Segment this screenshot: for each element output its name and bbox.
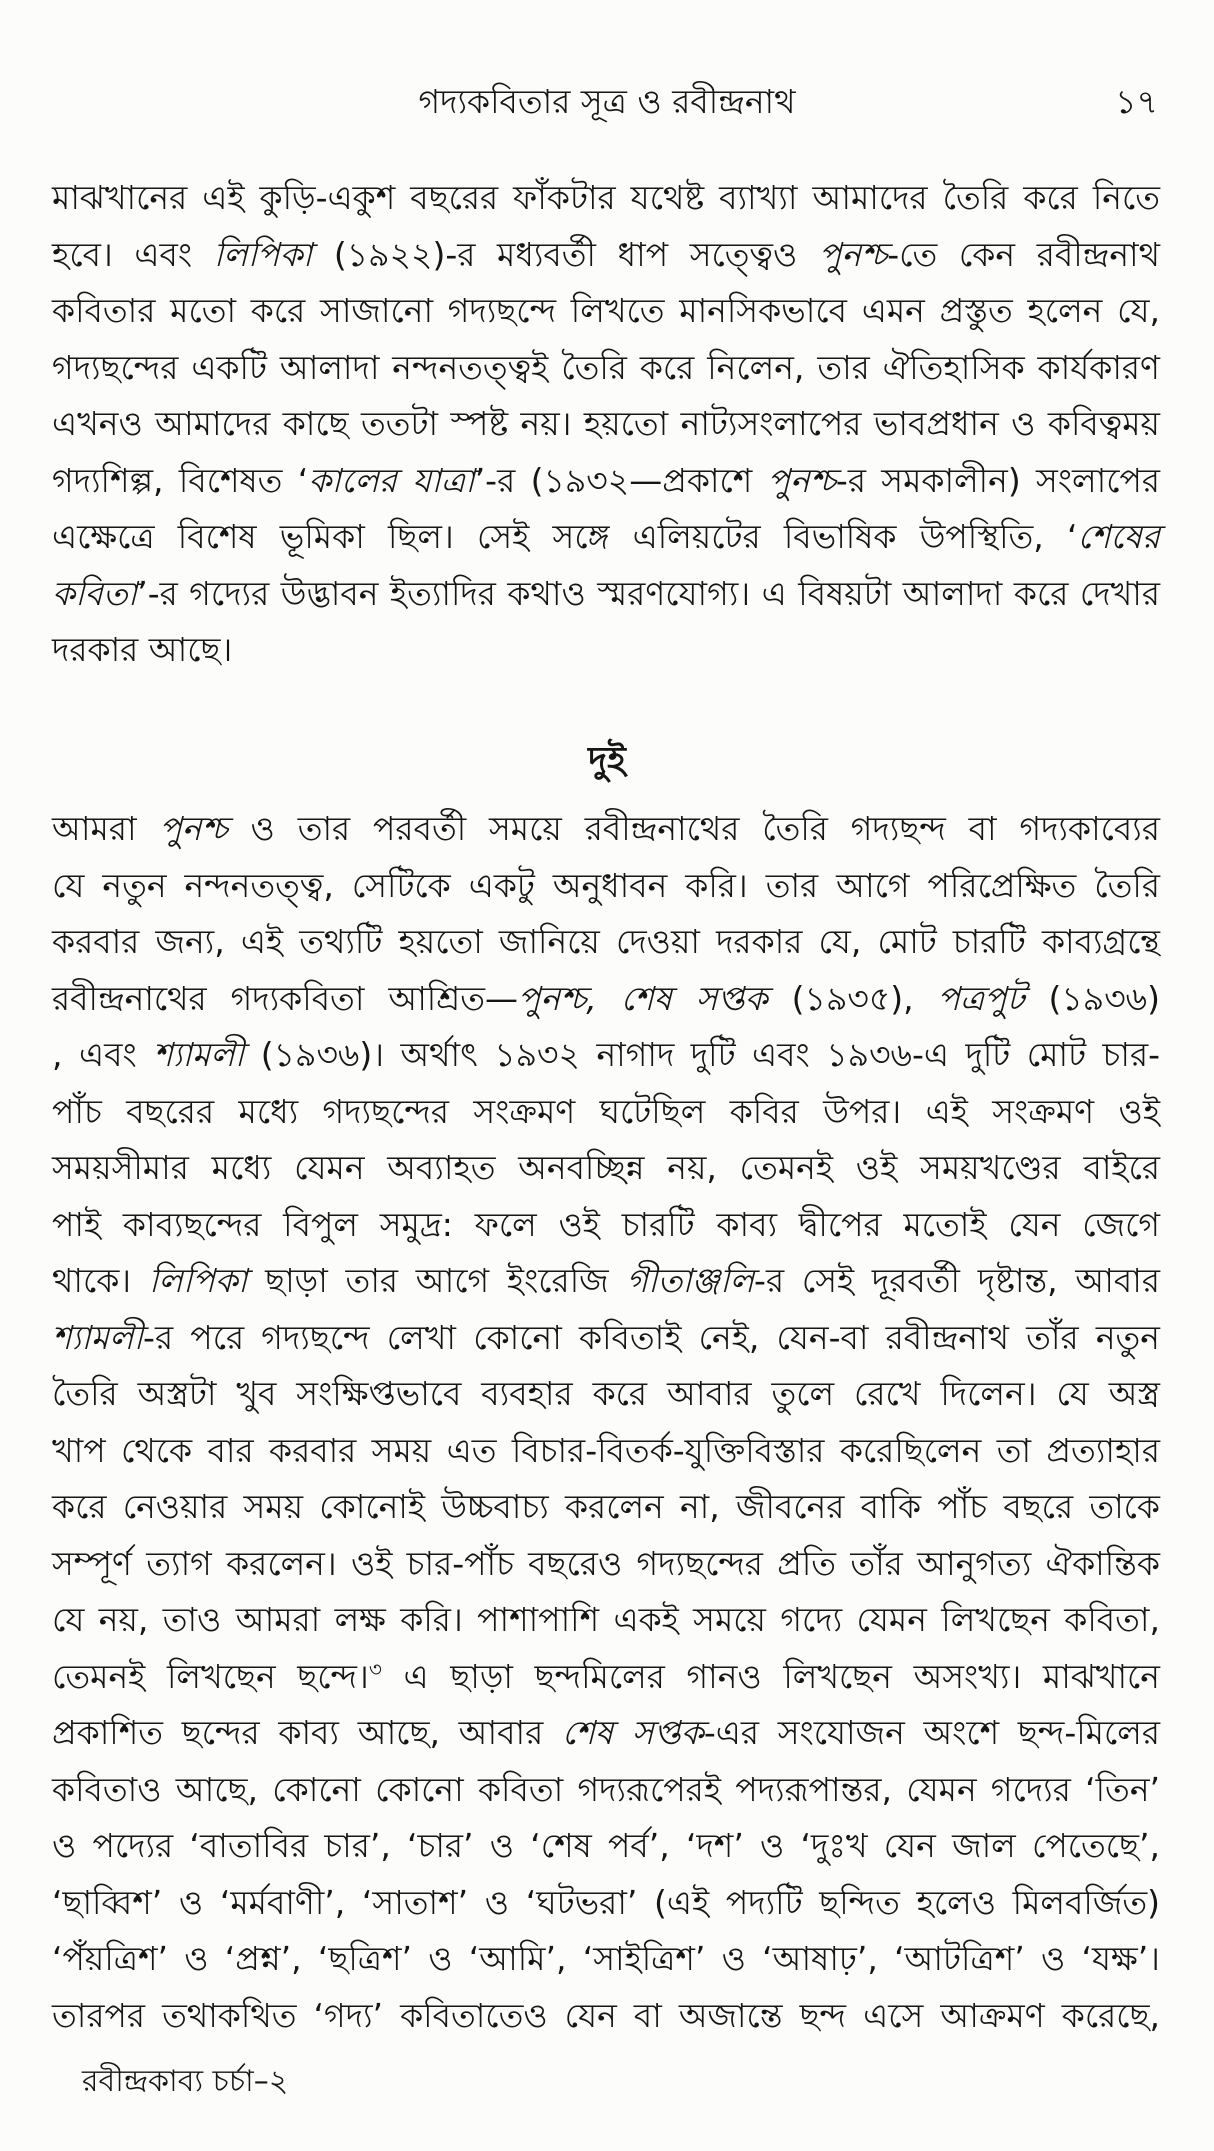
text-line: [52, 1818, 1160, 1875]
paragraph-2: [52, 801, 1160, 2044]
italic-title: গীতাঞ্জলি: [626, 1261, 755, 1300]
text-segment: (১৯৩৬)। অর্থাৎ ১৯৩২ নাগাদ দুটি এবং ১৯৩৬-এ দুটি মোট চার-: [244, 1035, 1160, 1074]
text-line: [52, 1931, 1160, 1988]
text-segment: যে নতুন নন্দনতত্ত্ব, সেটিকে একটু অনুধাবন করি। তার আগে পরিপ্রেক্ষিত তৈরি: [52, 865, 1160, 905]
text-line: [52, 1592, 1160, 1649]
text-segment: (১৯২২)-র মধ্যবর্তী ধাপ সত্ত্বেও: [312, 234, 819, 274]
text-segment: -তে কেন রবীন্দ্রনাথ: [887, 234, 1160, 274]
text-segment: এক্ষেত্রে বিশেষ ভূমিকা ছিল। সেই সঙ্গে এলিয়টের বিভাষিক উপস্থিতি, ‘: [52, 517, 1078, 556]
text-segment: এখনও আমাদের কাছে ততটা স্পষ্ট নয়। হয়তো নাট্যসংলাপের ভাবপ্রধান ও কবিত্বময়: [52, 404, 1160, 443]
text-line: [52, 858, 1160, 915]
text-line: [52, 801, 1160, 858]
italic-title: কবিতা: [52, 573, 138, 613]
italic-title: পুনশ্চ: [159, 809, 228, 848]
text-segment: পাঁচ বছরের মধ্যে গদ্যছন্দের সংক্রমণ ঘটেছিল কবির উপর। এই সংক্রমণ ওই: [52, 1091, 1160, 1131]
text-line: [52, 509, 1160, 566]
italic-title: লিপিকা: [148, 1261, 248, 1300]
page-number: ১৭: [1115, 82, 1158, 121]
text-segment: তেমনই লিখছেন ছন্দে।: [52, 1656, 369, 1696]
text-line: [52, 1310, 1160, 1367]
text-segment: -র সমকালীন) সংলাপের: [835, 460, 1161, 500]
text-segment: কবিতার মতো করে সাজানো গদ্যছন্দে লিখতে মানসিকভাবে এমন প্রস্তুত হলেন যে,: [52, 291, 1160, 330]
paragraph-1: [52, 170, 1160, 679]
text-segment: যে নয়, তাও আমরা লক্ষ করি। পাশাপাশি একই সময়ে গদ্যে যেমন লিখছেন কবিতা,: [52, 1600, 1160, 1639]
text-line: [52, 340, 1160, 397]
text-line: [52, 1253, 1160, 1310]
footnote-marker: ৩: [368, 1656, 382, 1681]
text-line: [52, 1366, 1160, 1423]
text-segment: করবার জন্য, এই তথ্যটি হয়তো জানিয়ে দেওয়া দরকার যে, মোট চারটি কাব্যগ্রন্থে: [52, 922, 1160, 961]
text-segment: গদ্যশিল্প, বিশেষত ‘: [52, 460, 309, 500]
text-line: [52, 1197, 1160, 1254]
italic-title: শ্যামলী: [52, 1317, 144, 1357]
text-segment: প্রকাশিত ছন্দের কাব্য আছে, আবার: [52, 1713, 562, 1752]
text-segment: সময়সীমার মধ্যে যেমন অব্যাহত অনবচ্ছিন্ন নয়, তেমনই ওই সময়খণ্ডের বাইরে: [52, 1148, 1160, 1187]
text-line: [52, 1988, 1160, 2045]
text-line: [52, 1649, 1160, 1706]
text-segment: এ ছাড়া ছন্দমিলের গানও লিখছেন অসংখ্য। মাঝখানে: [381, 1656, 1160, 1696]
text-segment: , এবং: [52, 1035, 154, 1074]
text-segment: ’-র (১৯৩২—প্রকাশে: [474, 460, 768, 500]
text-line: [52, 1479, 1160, 1536]
text-line: [52, 1536, 1160, 1593]
text-segment: খাপ থেকে বার করবার সময় এত বিচার-বিতর্ক-যুক্তিবিস্তার করেছিলেন তা প্রত্যাহার: [52, 1430, 1160, 1470]
text-line: [52, 1705, 1160, 1762]
text-segment: থাকে।: [52, 1261, 149, 1300]
text-line: [52, 1140, 1160, 1197]
italic-title: পুনশ্চ: [767, 460, 836, 500]
running-title: গদ্যকবিতার সূত্র ও রবীন্দ্রনাথ: [418, 82, 796, 121]
text-line: [52, 227, 1160, 284]
text-line: [52, 1423, 1160, 1480]
text-segment: ‘পঁয়ত্রিশ’ ও ‘প্রশ্ন’, ‘ছত্রিশ’ ও ‘আমি’, ‘সাইত্রিশ’ ও ‘আষাঢ়’, ‘আটত্রিশ’ ও ‘যক্ষ’।: [52, 1939, 1160, 1978]
text-segment: ছাড়া তার আগে ইংরেজি: [247, 1261, 627, 1300]
italic-title: পত্রপুট: [937, 978, 1025, 1018]
text-segment: করে নেওয়ার সময় কোনোই উচ্চবাচ্য করলেন না, জীবনের বাকি পাঁচ বছরে তাকে: [52, 1487, 1160, 1526]
text-segment: তৈরি অস্ত্রটা খুব সংক্ষিপ্তভাবে ব্যবহার করে আবার তুলে রেখে দিলেন। যে অস্ত্র: [52, 1374, 1160, 1413]
text-segment: (১৯৩৬): [1024, 978, 1160, 1018]
section-heading: দুই: [588, 740, 626, 781]
italic-title: শেষের: [1077, 517, 1160, 556]
text-segment: ’-র গদ্যের উদ্ভাবন ইত্যাদির কথাও স্মরণযোগ্য। এ বিষয়টা আলাদা করে দেখার: [137, 573, 1160, 613]
text-segment: তারপর তথাকথিত ‘গদ্য’ কবিতাতেও যেন বা অজান্তে ছন্দ এসে আক্রমণ করেছে,: [52, 1995, 1160, 2035]
text-segment: আমরা: [52, 809, 160, 848]
text-segment: মাঝখানের এই কুড়ি-একুশ বছরের ফাঁকটার যথেষ্ট ব্যাখ্যা আমাদের তৈরি করে নিতে: [52, 178, 1160, 217]
text-segment: রবীন্দ্রনাথের গদ্যকবিতা আশ্রিত—: [52, 978, 518, 1018]
text-segment: সম্পূর্ণ ত্যাগ করলেন। ওই চার-পাঁচ বছরেও গদ্যছন্দের প্রতি তাঁর আনুগত্য ঐকান্তিক: [52, 1543, 1160, 1583]
italic-title: কালের যাত্রা: [308, 460, 475, 500]
footer-signature: রবীন্দ্রকাব্য চর্চা–২: [82, 2064, 289, 2099]
text-line: [52, 566, 1160, 623]
text-line: [52, 396, 1160, 453]
text-segment: -র সেই দূরবর্তী দৃষ্টান্ত, আবার: [754, 1261, 1160, 1300]
text-segment: -এর সংযোজন অংশে ছন্দ-মিলের: [703, 1713, 1160, 1752]
text-line: [52, 283, 1160, 340]
text-segment: কবিতাও আছে, কোনো কোনো কবিতা গদ্যরূপেরই পদ্যরূপান্তর, যেমন গদ্যের ‘তিন’: [52, 1769, 1160, 1809]
text-segment: (১৯৩৫),: [767, 978, 938, 1018]
text-segment: গদ্যছন্দের একটি আলাদা নন্দনতত্ত্বই তৈরি করে নিলেন, তার ঐতিহাসিক কার্যকারণ: [52, 347, 1160, 387]
italic-title: পুনশ্চ: [818, 234, 888, 274]
italic-title: শ্যামলী: [153, 1035, 245, 1074]
text-line: [52, 170, 1160, 227]
text-line: [52, 622, 1160, 679]
text-line: [52, 453, 1160, 510]
text-line: [52, 1027, 1160, 1084]
text-line: [52, 1084, 1160, 1141]
text-segment: -র পরে গদ্যছন্দে লেখা কোনো কবিতাই নেই, যেন-বা রবীন্দ্রনাথ তাঁর নতুন: [143, 1317, 1160, 1357]
text-line: [52, 1762, 1160, 1819]
text-segment: হবে। এবং: [52, 234, 214, 274]
italic-title: লিপিকা: [213, 234, 313, 274]
text-line: [52, 914, 1160, 971]
text-line: [52, 971, 1160, 1028]
italic-title: শেষ সপ্তক: [561, 1713, 704, 1752]
text-segment: পাই কাব্যছন্দের বিপুল সমুদ্র: ফলে ওই চারটি কাব্য দ্বীপের মতোই যেন জেগে: [52, 1204, 1160, 1244]
text-segment: দরকার আছে।: [52, 630, 233, 669]
text-line: [52, 1875, 1160, 1932]
text-segment: ও পদ্যের ‘বাতাবির চার’, ‘চার’ ও ‘শেষ পর্ব’, ‘দশ’ ও ‘দুঃখ যেন জাল পেতেছে’,: [52, 1826, 1160, 1865]
text-segment: ও তার পরবর্তী সময়ে রবীন্দ্রনাথের তৈরি গদ্যছন্দ বা গদ্যকাব্যের: [227, 809, 1161, 848]
italic-title: পুনশ্চ, শেষ সপ্তক: [518, 978, 768, 1018]
text-segment: ‘ছাব্বিশ’ ও ‘মর্মবাণী’, ‘সাতাশ’ ও ‘ঘটভরা’ (এই পদ্যটি ছন্দিত হলেও মিলবর্জিত): [52, 1882, 1160, 1922]
